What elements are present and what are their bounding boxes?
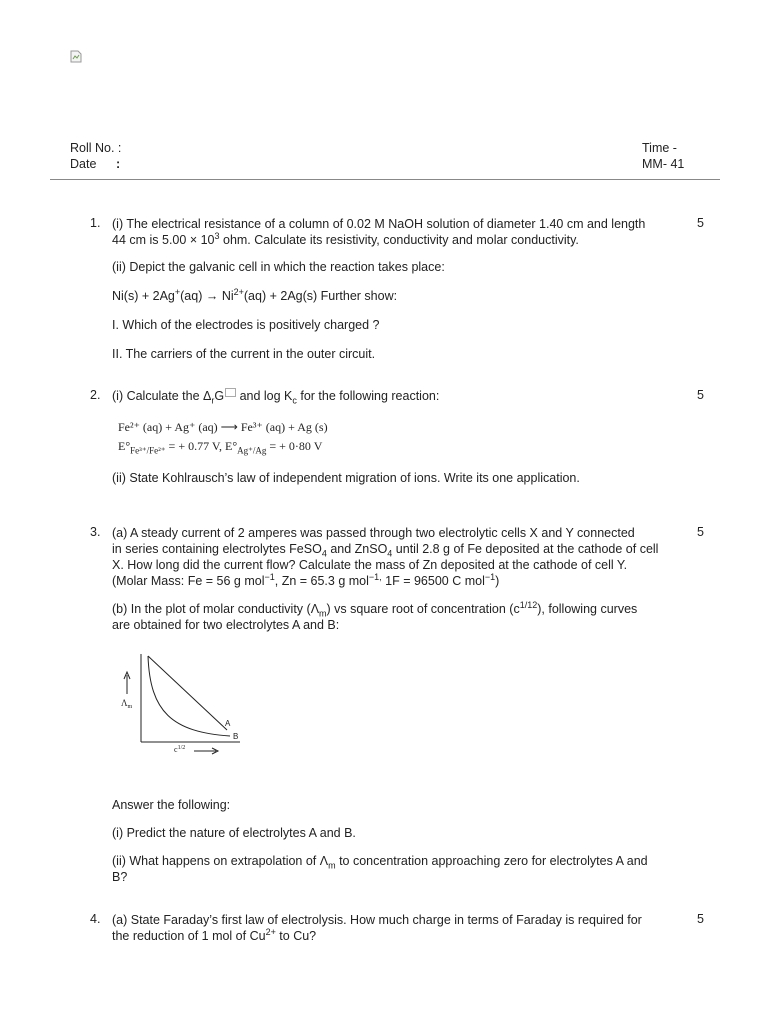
equation-image [118, 418, 704, 456]
question-text: (a) State Faraday’s first law of electrolysis. How much charge in terms of Faraday is required for the reduction of 1 mol of $Cu^{2+}$ to Cu? [112, 913, 642, 943]
sub-item: I. Which of the electrodes is positively charged ? [112, 318, 380, 332]
y-axis-label: $\Lambda_m$ [121, 698, 133, 710]
exam-header [70, 140, 722, 172]
sub-item: (ii) What happens on extrapolation of $\Lambda_m$ to concentration approaching zero for electrolytes A and B? [112, 854, 648, 884]
curve-a-label: A [225, 719, 231, 728]
question-part: (ii) Depict the galvanic cell in which the reaction takes place: [112, 260, 445, 274]
question-number: 2. [90, 388, 101, 402]
question-2 [90, 388, 704, 497]
equation-line: Fe²⁺ (aq) + Ag⁺ (aq) ⟶ Fe³⁺ (aq) + Ag (s) [118, 420, 328, 434]
question-number: 1. [90, 216, 101, 230]
question-marks: 5 [697, 912, 704, 926]
question-text: (a) A steady current of 2 amperes was passed through two electrolytic cells X and Y connected in series containing electrolytes FeSO$_4$ and ZnSO$_4$ until 2.8 g of Fe deposited at the cathode of cell X. How long did the current flow? Calculate the mass of Zn deposited at the cathode of cell Y. (Molar Mass: Fe = 56 g mol$^{-1}$, Zn = 65.3 g mol$^{-1,}$ 1F = 96500 C mol$^{-1}$) [112, 526, 659, 588]
curve-a [148, 656, 227, 730]
question-3 [90, 525, 704, 644]
question-number: 3. [90, 525, 101, 539]
sub-item: (i) Predict the nature of electrolytes A and B. [112, 826, 356, 840]
question-3-answers [90, 797, 704, 896]
x-axis-label: $c^{1/2}$ [174, 745, 186, 754]
roll-label: Roll No. : [70, 141, 122, 155]
broken-image-icon [70, 50, 82, 63]
equation-line: $E^\circ_{Fe^{3+}/Fe^{2+}}$ = + 0.77 V, $E^\circ_{Ag^+/Ag}$ = + 0·80 V [118, 439, 323, 456]
question-text: (i) Calculate the $\Delta_rG$ and $\log K_c$ for the following reaction: [112, 389, 440, 406]
question-4 [90, 912, 704, 955]
sub-item: II. The carriers of the current in the outer circuit. [112, 347, 376, 361]
question-number: 4. [90, 912, 101, 926]
mm-label: MM [642, 157, 663, 171]
question-part: (b) In the plot of molar conductivity $(\Lambda_m)$ vs square root of concentration $(c^{1/12})$, following curves are obtained for two electrolytes A and B: [112, 599, 638, 632]
date-label: Date [70, 157, 97, 171]
question-text: (i) The electrical resistance of a column of 0.02 M NaOH solution of diameter 1.40 cm and length 44 cm is $5.00 \times 10^3$ ohm. Calculate its resistivity, conductivity and molar conductivity. [112, 217, 646, 247]
missing-glyph-icon [225, 388, 236, 397]
question-1 [90, 216, 704, 373]
question-part: (ii) State Kohlrausch’s law of independent migration of ions. Write its one application. [112, 471, 580, 485]
header-divider [50, 179, 720, 180]
question-marks: 5 [697, 216, 704, 230]
reaction-equation: $Ni(s) + 2Ag^+(aq) \to Ni^{2+}(aq) + 2Ag(s)$ Further show: [112, 286, 398, 303]
curve-b-label: B [233, 732, 239, 741]
time-label: Time - [642, 141, 677, 155]
question-marks: 5 [697, 525, 704, 539]
date-colon: : [116, 157, 121, 171]
mm-value: - 41 [662, 157, 685, 171]
answer-prompt: Answer the following: [112, 798, 231, 812]
question-marks: 5 [697, 388, 704, 402]
conductivity-graph [112, 650, 252, 760]
